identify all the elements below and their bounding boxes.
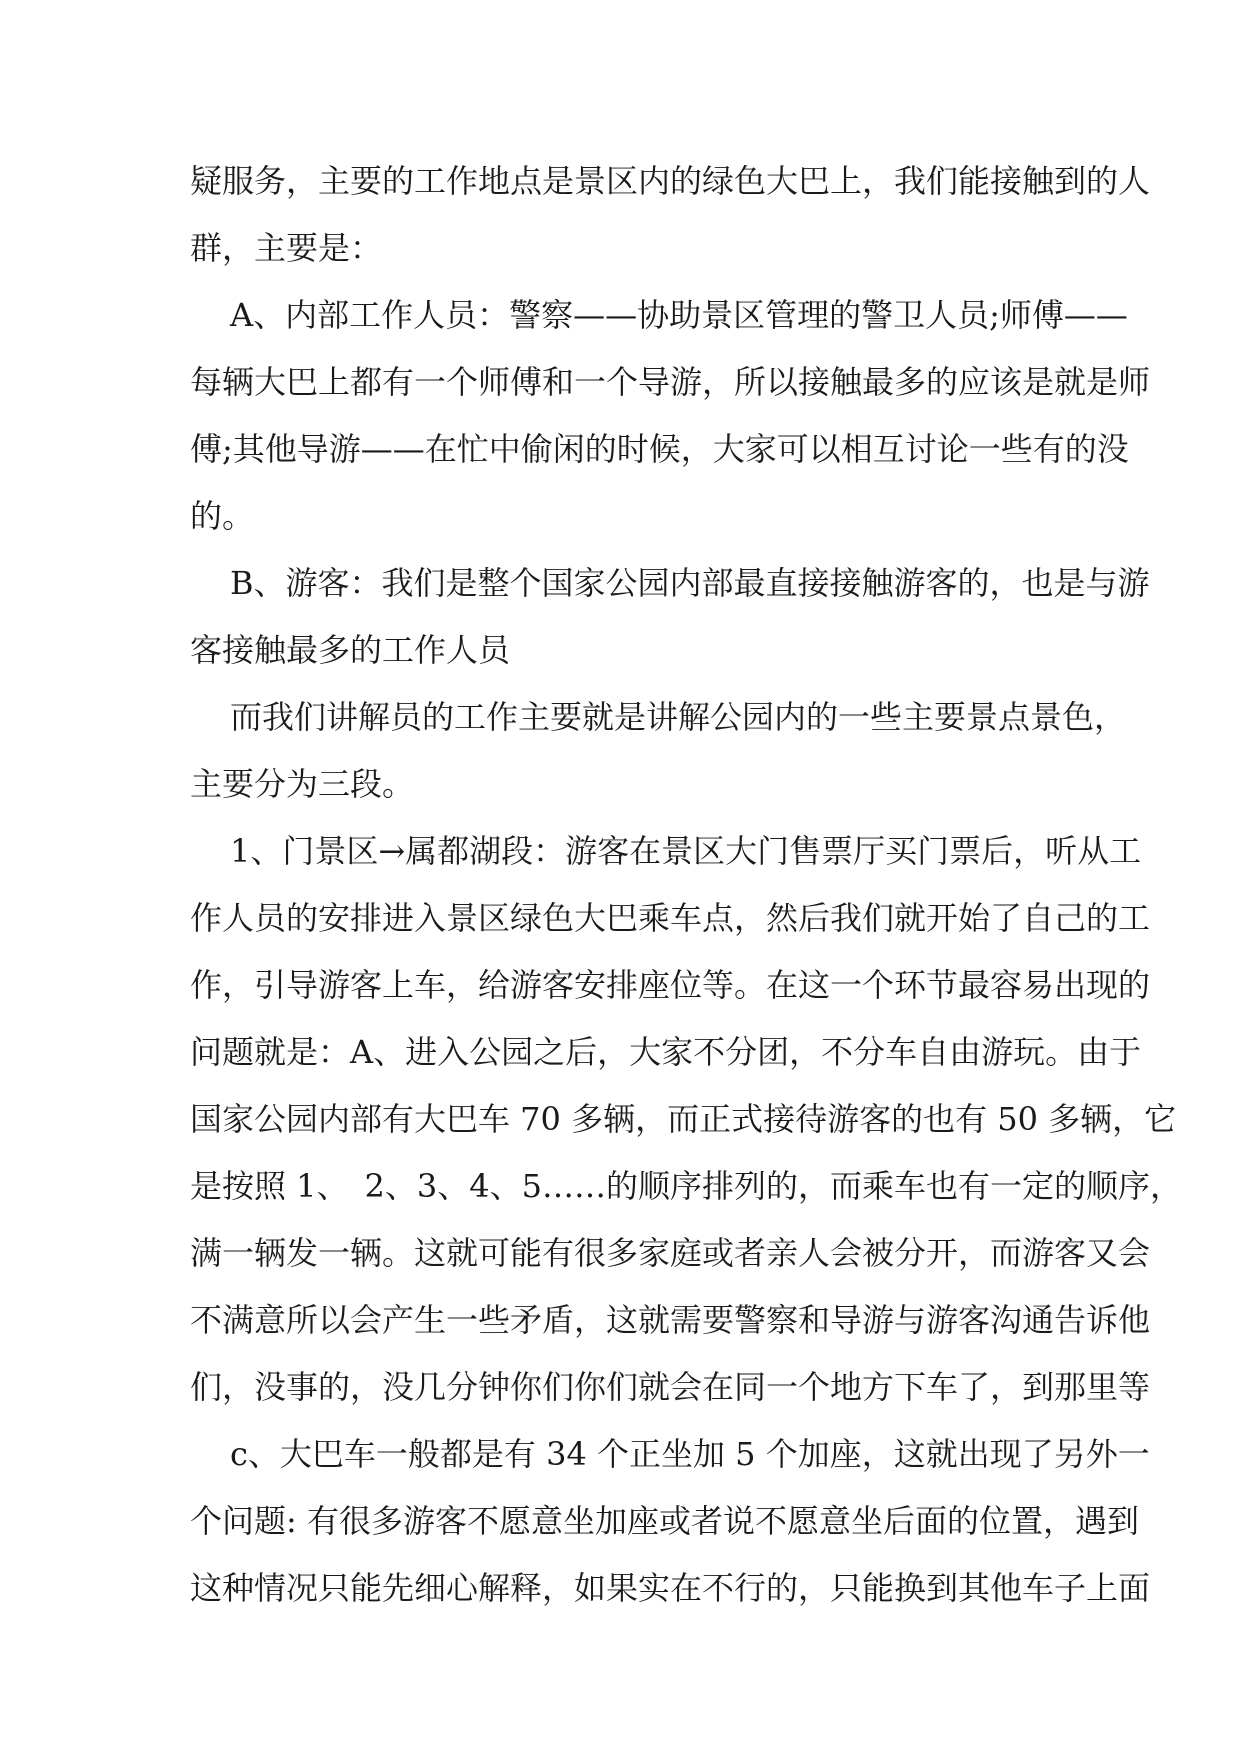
text-line: B、游客：我们是整个国家公园内部最直接接触游客的，也是与游 [230, 564, 1150, 602]
text-line: 作人员的安排进入景区绿色大巴乘车点，然后我们就开始了自己的工 [190, 899, 1151, 937]
text-line: 群，主要是： [190, 229, 383, 267]
text-line: 的。 [190, 497, 255, 535]
text-line: 疑服务，主要的工作地点是景区内的绿色大巴上，我们能接触到的人 [190, 162, 1151, 200]
text-line: A、内部工作人员：警察——协助景区管理的警卫人员;师傅—— [230, 296, 1128, 334]
text-line: 是按照 1、 2、3、4、5……的顺序排列的，而乘车也有一定的顺序， [190, 1167, 1182, 1205]
text-line: 而我们讲解员的工作主要就是讲解公园内的一些主要景点景色， [230, 698, 1127, 736]
document-body [190, 148, 1182, 1622]
text-line: 傅;其他导游——在忙中偷闲的时候，大家可以相互讨论一些有的没 [190, 430, 1129, 468]
text-line: 问题就是：A、进入公园之后，大家不分团，不分车自由游玩。由于 [190, 1033, 1142, 1071]
text-line: 这种情况只能先细心解释，如果实在不行的，只能换到其他车子上面 [190, 1569, 1151, 1607]
text-line: 国家公园内部有大巴车 70 多辆，而正式接待游客的也有 50 多辆，它 [190, 1100, 1177, 1138]
text-line: 们，没事的，没几分钟你们你们就会在同一个地方下车了，到那里等 [190, 1368, 1151, 1406]
text-line: 主要分为三段。 [190, 765, 415, 803]
text-line: 每辆大巴上都有一个师傅和一个导游，所以接触最多的应该是就是师 [190, 363, 1151, 401]
text-line: 作，引导游客上车，给游客安排座位等。在这一个环节最容易出现的 [190, 966, 1151, 1004]
text-line: c、大巴车一般都是有 34 个正坐加 5 个加座，这就出现了另外一 [230, 1435, 1150, 1473]
text-line: 客接触最多的工作人员 [190, 631, 511, 669]
text-line: 满一辆发一辆。这就可能有很多家庭或者亲人会被分开，而游客又会 [190, 1234, 1151, 1272]
text-line: 1、门景区→属都湖段：游客在景区大门售票厅买门票后，听从工 [230, 832, 1142, 870]
text-line: 个问题: 有很多游客不愿意坐加座或者说不愿意坐后面的位置，遇到 [190, 1502, 1139, 1540]
text-line: 不满意所以会产生一些矛盾，这就需要警察和导游与游客沟通告诉他 [190, 1301, 1151, 1339]
